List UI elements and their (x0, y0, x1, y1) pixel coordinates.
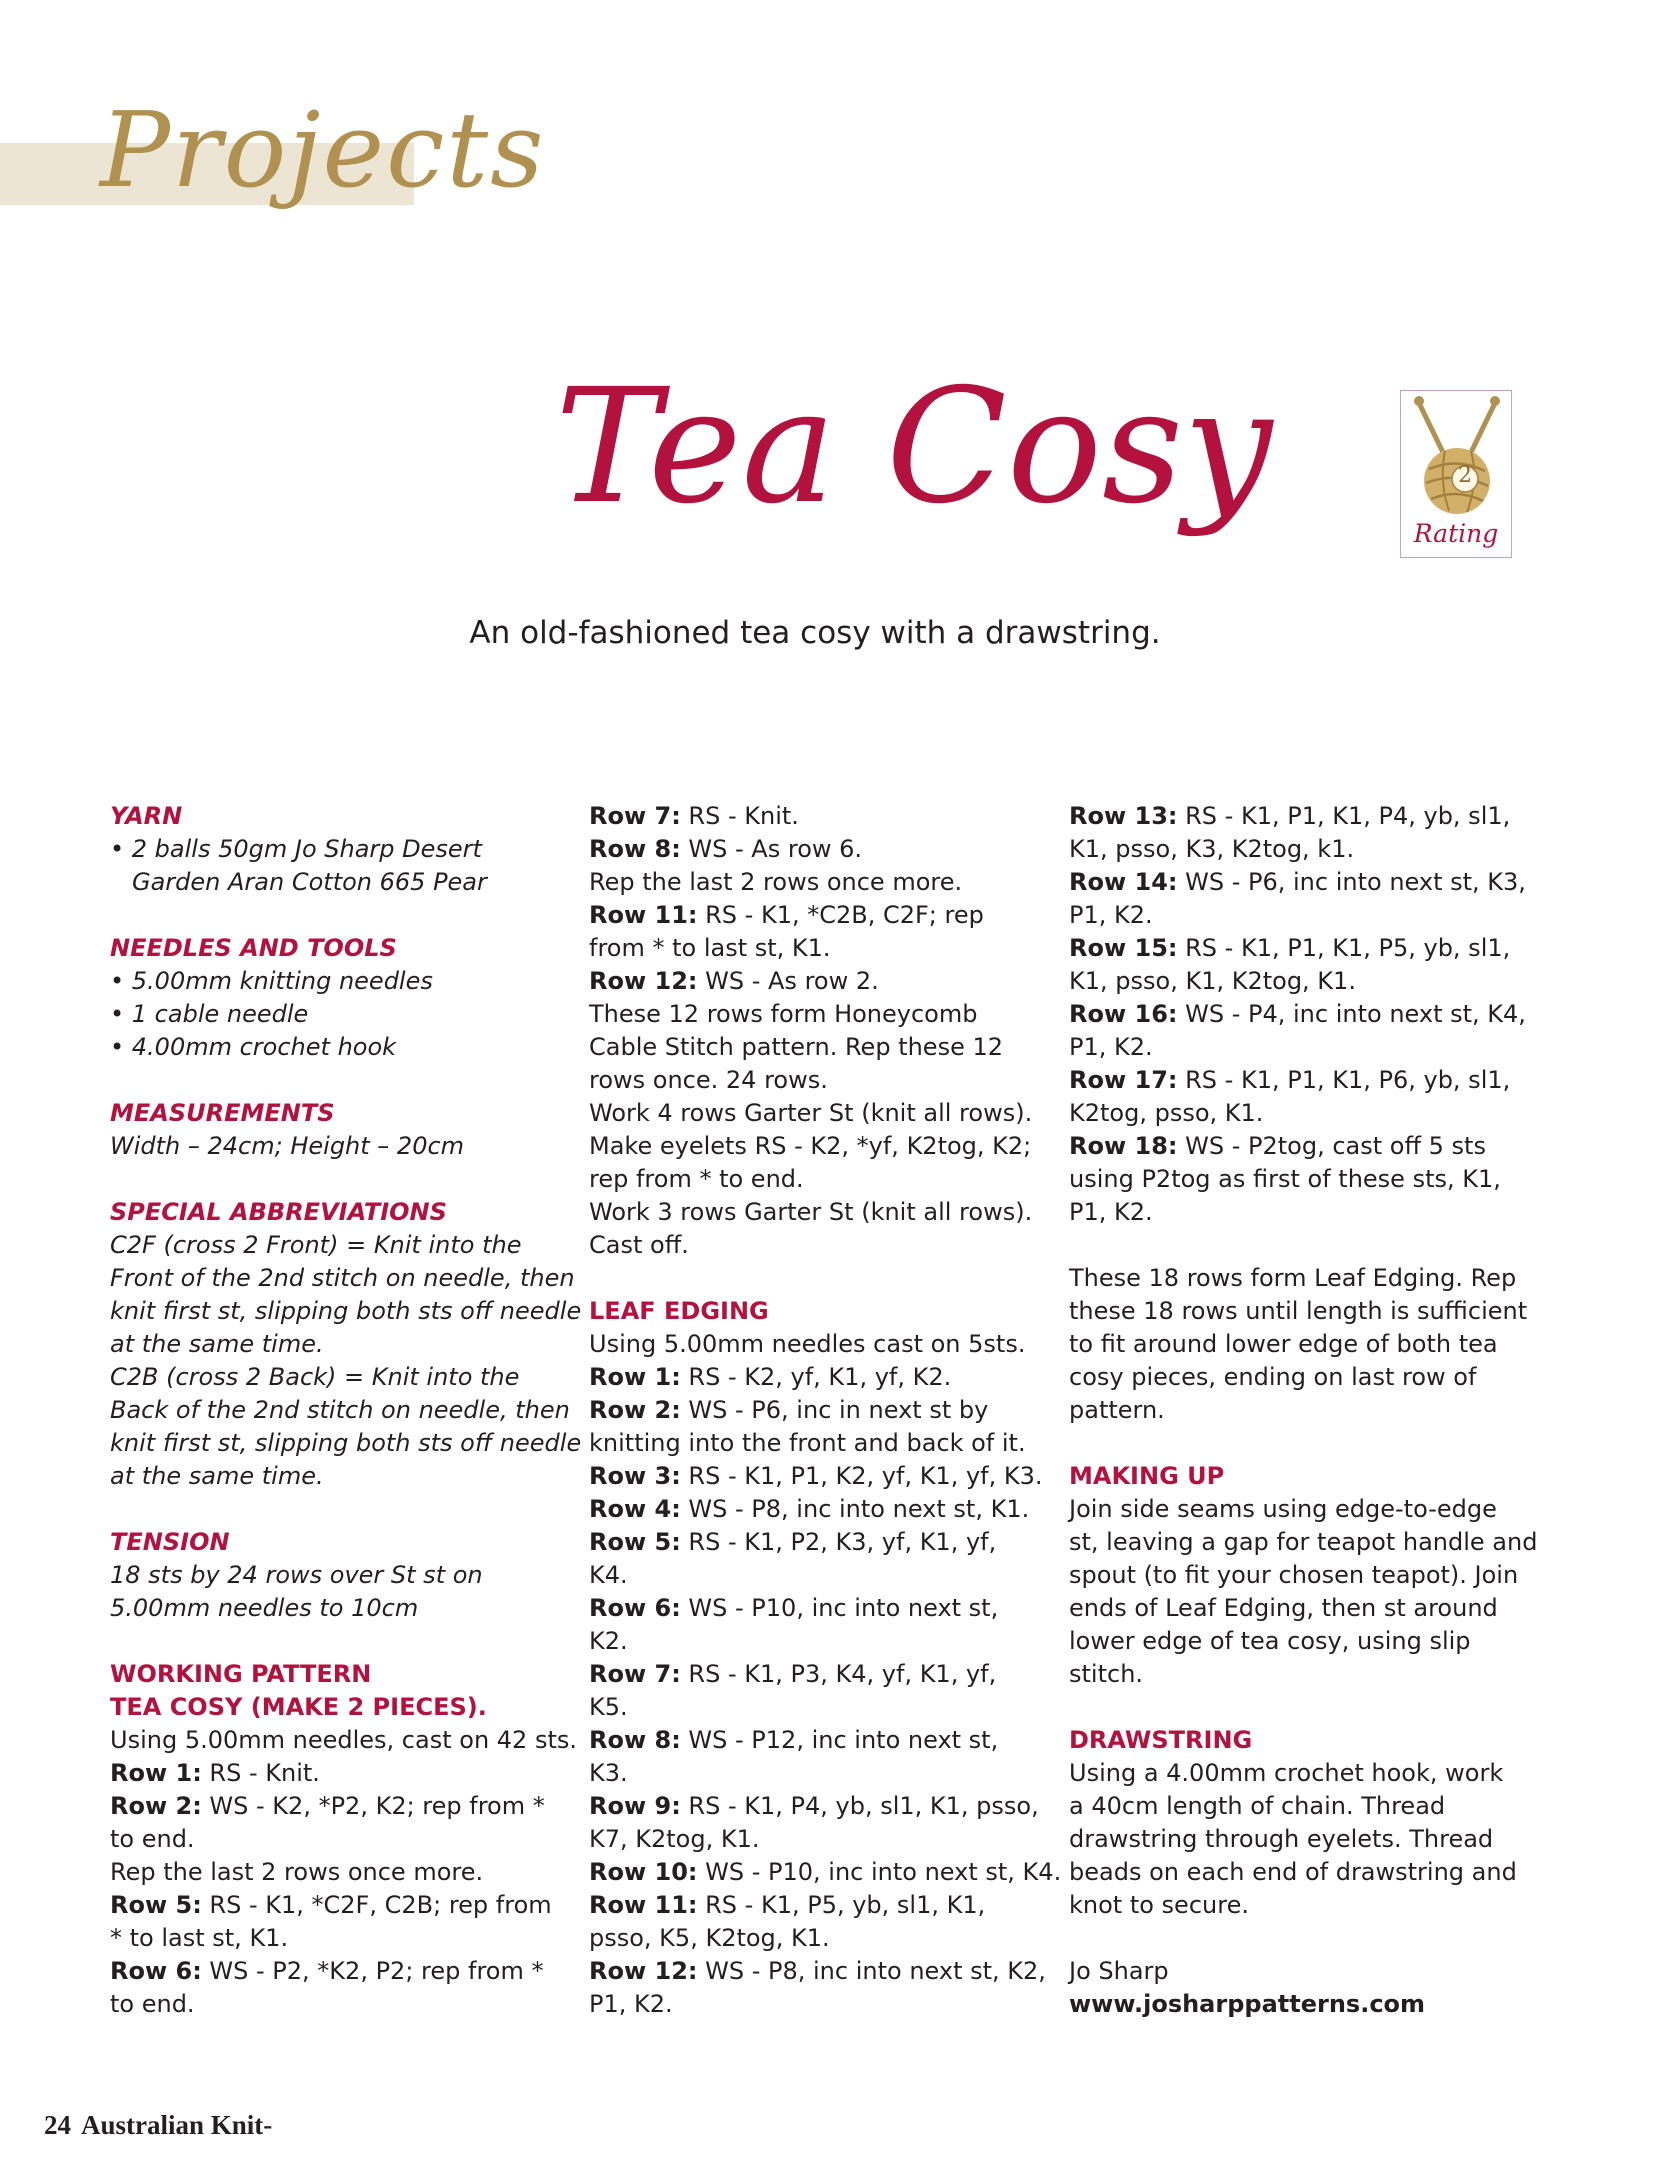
row-text: RS - K1, P3, K4, yf, K1, yf, (680, 1660, 997, 1688)
pattern-row (589, 1394, 1059, 1427)
abbreviations-line: knit first st, slipping both sts off needle (110, 1429, 582, 1457)
row-label: Row 10: (589, 1858, 698, 1886)
pattern-line: Using 5.00mm needles cast on 5sts. (589, 1330, 1026, 1358)
author: Jo Sharp (1069, 1957, 1169, 1985)
tension-line: 18 sts by 24 rows over St st on (110, 1561, 483, 1589)
needles-item: • 5.00mm knitting needles (110, 967, 433, 995)
publication-name: Australian Knit- (81, 2110, 273, 2140)
pattern-line: Make eyelets RS - K2, *yf, K2tog, K2; (589, 1132, 1032, 1160)
pattern-line: stitch. (1069, 1660, 1144, 1688)
pattern-line: K5. (589, 1693, 628, 1721)
row-text: WS - P4, inc into next st, K4, (1177, 1000, 1526, 1028)
pattern-row (589, 1592, 1059, 1625)
pattern-line: Rep the last 2 rows once more. (589, 868, 963, 896)
pattern-line: Cast off. (589, 1231, 689, 1259)
row-text: RS - K1, P2, K3, yf, K1, yf, (680, 1528, 997, 1556)
pattern-line: P1, K2. (589, 1990, 673, 2018)
pattern-row (589, 1526, 1059, 1559)
pattern-line: rep from * to end. (589, 1165, 804, 1193)
pattern-row (589, 1460, 1059, 1493)
abbreviations-line: C2F (cross 2 Front) = Knit into the (110, 1231, 522, 1259)
pattern-row (589, 1493, 1059, 1526)
yarn-line: Garden Aran Cotton 665 Pear (132, 868, 487, 896)
working-pattern-section (110, 1658, 577, 2021)
row-text: RS - K1, P5, yb, sl1, K1, (697, 1891, 986, 1919)
rating-value: 2 (1458, 463, 1472, 488)
rating-label: Rating (1413, 519, 1499, 548)
measurements-heading: MEASUREMENTS (110, 1099, 335, 1127)
pattern-row (110, 1757, 570, 1790)
pattern-line: Rep the last 2 rows once more. (110, 1858, 484, 1886)
row-text: WS - P2, *K2, P2; rep from * (201, 1957, 544, 1985)
pattern-line: K1, psso, K1, K2tog, K1. (1069, 967, 1356, 995)
row-text: RS - K1, *C2F, C2B; rep from (201, 1891, 552, 1919)
pattern-line: ends of Leaf Edging, then st around (1069, 1594, 1498, 1622)
pattern-line: to fit around lower edge of both tea (1069, 1330, 1498, 1358)
pattern-line: These 12 rows form Honeycomb (589, 1000, 978, 1028)
pattern-line: pattern. (1069, 1396, 1165, 1424)
row-text: WS - P8, inc into next st, K2, (697, 1957, 1046, 1985)
page-title: Tea Cosy (555, 355, 1273, 539)
tension-line: 5.00mm needles to 10cm (110, 1594, 419, 1622)
row-label: Row 1: (110, 1759, 202, 1787)
row-label: Row 12: (589, 967, 698, 995)
pattern-line: lower edge of tea cosy, using slip (1069, 1627, 1471, 1655)
pattern-row (110, 1790, 570, 1823)
pattern-row (110, 1889, 570, 1922)
making-up-heading: MAKING UP (1069, 1462, 1225, 1490)
pattern-row (1069, 800, 1531, 833)
abbreviations-heading: SPECIAL ABBREVIATIONS (110, 1198, 447, 1226)
pattern-line: * to last st, K1. (110, 1924, 289, 1952)
column-pattern (589, 800, 1062, 2021)
pattern-row (1069, 1130, 1531, 1163)
row-label: Row 11: (589, 901, 698, 929)
pattern-row (589, 1955, 1059, 1988)
page-footer (44, 2110, 272, 2141)
pattern-row (1069, 1064, 1531, 1097)
pattern-line: beads on each end of drawstring and (1069, 1858, 1517, 1886)
pattern-line: cosy pieces, ending on last row of (1069, 1363, 1477, 1391)
rating-badge (1400, 390, 1512, 558)
pattern-line: st, leaving a gap for teapot handle and (1069, 1528, 1538, 1556)
section-label: Projects (100, 89, 546, 211)
row-label: Row 13: (1069, 802, 1178, 830)
website-link[interactable]: www.josharppatterns.com (1069, 1990, 1426, 2018)
row-label: Row 14: (1069, 868, 1178, 896)
row-label: Row 5: (589, 1528, 681, 1556)
row-text: WS - P8, inc into next st, K1. (680, 1495, 1030, 1523)
page-number: 24 (44, 2110, 71, 2140)
pattern-line: to end. (110, 1825, 195, 1853)
subtitle: An old-fashioned tea cosy with a drawstring. (469, 615, 1161, 651)
pattern-line: from * to last st, K1. (589, 934, 831, 962)
pattern-row (589, 1724, 1059, 1757)
pattern-line: K2. (589, 1627, 628, 1655)
pattern-row (589, 1889, 1059, 1922)
pattern-line: rows once. 24 rows. (589, 1066, 828, 1094)
pattern-line: knot to secure. (1069, 1891, 1249, 1919)
row-label: Row 5: (110, 1891, 202, 1919)
leaf-edging-heading: LEAF EDGING (589, 1297, 769, 1325)
row-label: Row 1: (589, 1363, 681, 1391)
pattern-row (589, 1658, 1059, 1691)
abbreviations-line: C2B (cross 2 Back) = Knit into the (110, 1363, 520, 1391)
pattern-line: Using a 4.00mm crochet hook, work (1069, 1759, 1504, 1787)
pattern-line: knitting into the front and back of it. (589, 1429, 1026, 1457)
pattern-row (1069, 866, 1531, 899)
yarn-line: • 2 balls 50gm Jo Sharp Desert (110, 835, 482, 863)
pattern-line: using P2tog as first of these sts, K1, (1069, 1165, 1501, 1193)
pattern-line: Cable Stitch pattern. Rep these 12 (589, 1033, 1004, 1061)
row-label: Row 6: (589, 1594, 681, 1622)
pattern-row (1069, 998, 1531, 1031)
row-text: WS - As row 2. (697, 967, 879, 995)
row-text: WS - P12, inc into next st, (680, 1726, 999, 1754)
row-label: Row 18: (1069, 1132, 1178, 1160)
row-text: WS - K2, *P2, K2; rep from * (201, 1792, 545, 1820)
row-text: RS - Knit. (201, 1759, 320, 1787)
row-label: Row 11: (589, 1891, 698, 1919)
tea-cosy-heading: TEA COSY (MAKE 2 PIECES). (110, 1693, 487, 1721)
pattern-line: P1, K2. (1069, 1033, 1153, 1061)
row-label: Row 6: (110, 1957, 202, 1985)
pattern-row (1069, 932, 1531, 965)
pattern-line: psso, K5, K2tog, K1. (589, 1924, 830, 1952)
column-finishing (1069, 800, 1538, 2021)
pattern-row (589, 1361, 1059, 1394)
row-label: Row 17: (1069, 1066, 1178, 1094)
abbreviations-line: Front of the 2nd stitch on needle, then (110, 1264, 575, 1292)
pattern-row (589, 800, 1059, 833)
abbreviations-line: at the same time. (110, 1330, 324, 1358)
row-text: RS - K2, yf, K1, yf, K2. (680, 1363, 952, 1391)
row-text: RS - K1, *C2B, C2F; rep (697, 901, 984, 929)
pattern-line: to end. (110, 1990, 195, 2018)
row-text: WS - P10, inc into next st, (680, 1594, 999, 1622)
row-label: Row 16: (1069, 1000, 1178, 1028)
row-label: Row 15: (1069, 934, 1178, 962)
pattern-line: spout (to fit your chosen teapot). Join (1069, 1561, 1519, 1589)
pattern-row (589, 899, 1059, 932)
pattern-row (589, 1790, 1059, 1823)
pattern-line: P1, K2. (1069, 1198, 1153, 1226)
row-text: WS - P6, inc in next st by (680, 1396, 989, 1424)
pattern-line: These 18 rows form Leaf Edging. Rep (1069, 1264, 1517, 1292)
row-label: Row 9: (589, 1792, 681, 1820)
yarn-heading: YARN (110, 802, 183, 830)
working-pattern-heading: WORKING PATTERN (110, 1660, 372, 1688)
row-label: Row 4: (589, 1495, 681, 1523)
pattern-line: these 18 rows until length is sufficient (1069, 1297, 1528, 1325)
pattern-row (589, 1856, 1062, 1889)
pattern-line: Join side seams using edge-to-edge (1069, 1495, 1497, 1523)
measurements-text: Width – 24cm; Height – 20cm (110, 1132, 465, 1160)
needles-item: • 4.00mm crochet hook (110, 1033, 397, 1061)
abbreviations-line: knit first st, slipping both sts off needle (110, 1297, 582, 1325)
pattern-row (589, 965, 1059, 998)
row-text: RS - K1, P1, K2, yf, K1, yf, K3. (680, 1462, 1043, 1490)
pattern-line: K4. (589, 1561, 628, 1589)
row-text: RS - K1, P1, K1, P4, yb, sl1, (1177, 802, 1511, 830)
row-text: WS - As row 6. (680, 835, 863, 863)
pattern-row (589, 833, 1059, 866)
pattern-line: P1, K2. (1069, 901, 1153, 929)
pattern-line: Work 4 rows Garter St (knit all rows). (589, 1099, 1033, 1127)
pattern-line: K1, psso, K3, K2tog, k1. (1069, 835, 1355, 863)
pattern-line: K7, K2tog, K1. (589, 1825, 760, 1853)
pattern-line: Using 5.00mm needles, cast on 42 sts. (110, 1726, 577, 1754)
row-label: Row 2: (589, 1396, 681, 1424)
pattern-line: a 40cm length of chain. Thread (1069, 1792, 1446, 1820)
row-text: WS - P10, inc into next st, K4. (697, 1858, 1062, 1886)
row-label: Row 7: (589, 802, 681, 830)
needles-item: • 1 cable needle (110, 1000, 309, 1028)
row-text: WS - P6, inc into next st, K3, (1177, 868, 1526, 896)
pattern-line: drawstring through eyelets. Thread (1069, 1825, 1494, 1853)
abbreviations-line: Back of the 2nd stitch on needle, then (110, 1396, 570, 1424)
pattern-line: K2tog, psso, K1. (1069, 1099, 1264, 1127)
pattern-row (110, 1955, 570, 1988)
row-text: RS - K1, P4, yb, sl1, K1, psso, (680, 1792, 1039, 1820)
abbreviations-line: at the same time. (110, 1462, 324, 1490)
needles-heading: NEEDLES AND TOOLS (110, 934, 397, 962)
row-label: Row 7: (589, 1660, 681, 1688)
row-text: WS - P2tog, cast off 5 sts (1177, 1132, 1486, 1160)
row-text: RS - K1, P1, K1, P5, yb, sl1, (1177, 934, 1511, 962)
row-label: Row 2: (110, 1792, 202, 1820)
tension-heading: TENSION (110, 1528, 230, 1556)
drawstring-heading: DRAWSTRING (1069, 1726, 1253, 1754)
row-text: RS - Knit. (680, 802, 799, 830)
row-label: Row 8: (589, 1726, 681, 1754)
pattern-line: Work 3 rows Garter St (knit all rows). (589, 1198, 1033, 1226)
row-label: Row 3: (589, 1462, 681, 1490)
row-label: Row 12: (589, 1957, 698, 1985)
pattern-line: K3. (589, 1759, 628, 1787)
row-text: RS - K1, P1, K1, P6, yb, sl1, (1177, 1066, 1511, 1094)
row-label: Row 8: (589, 835, 681, 863)
column-materials (110, 800, 582, 2021)
